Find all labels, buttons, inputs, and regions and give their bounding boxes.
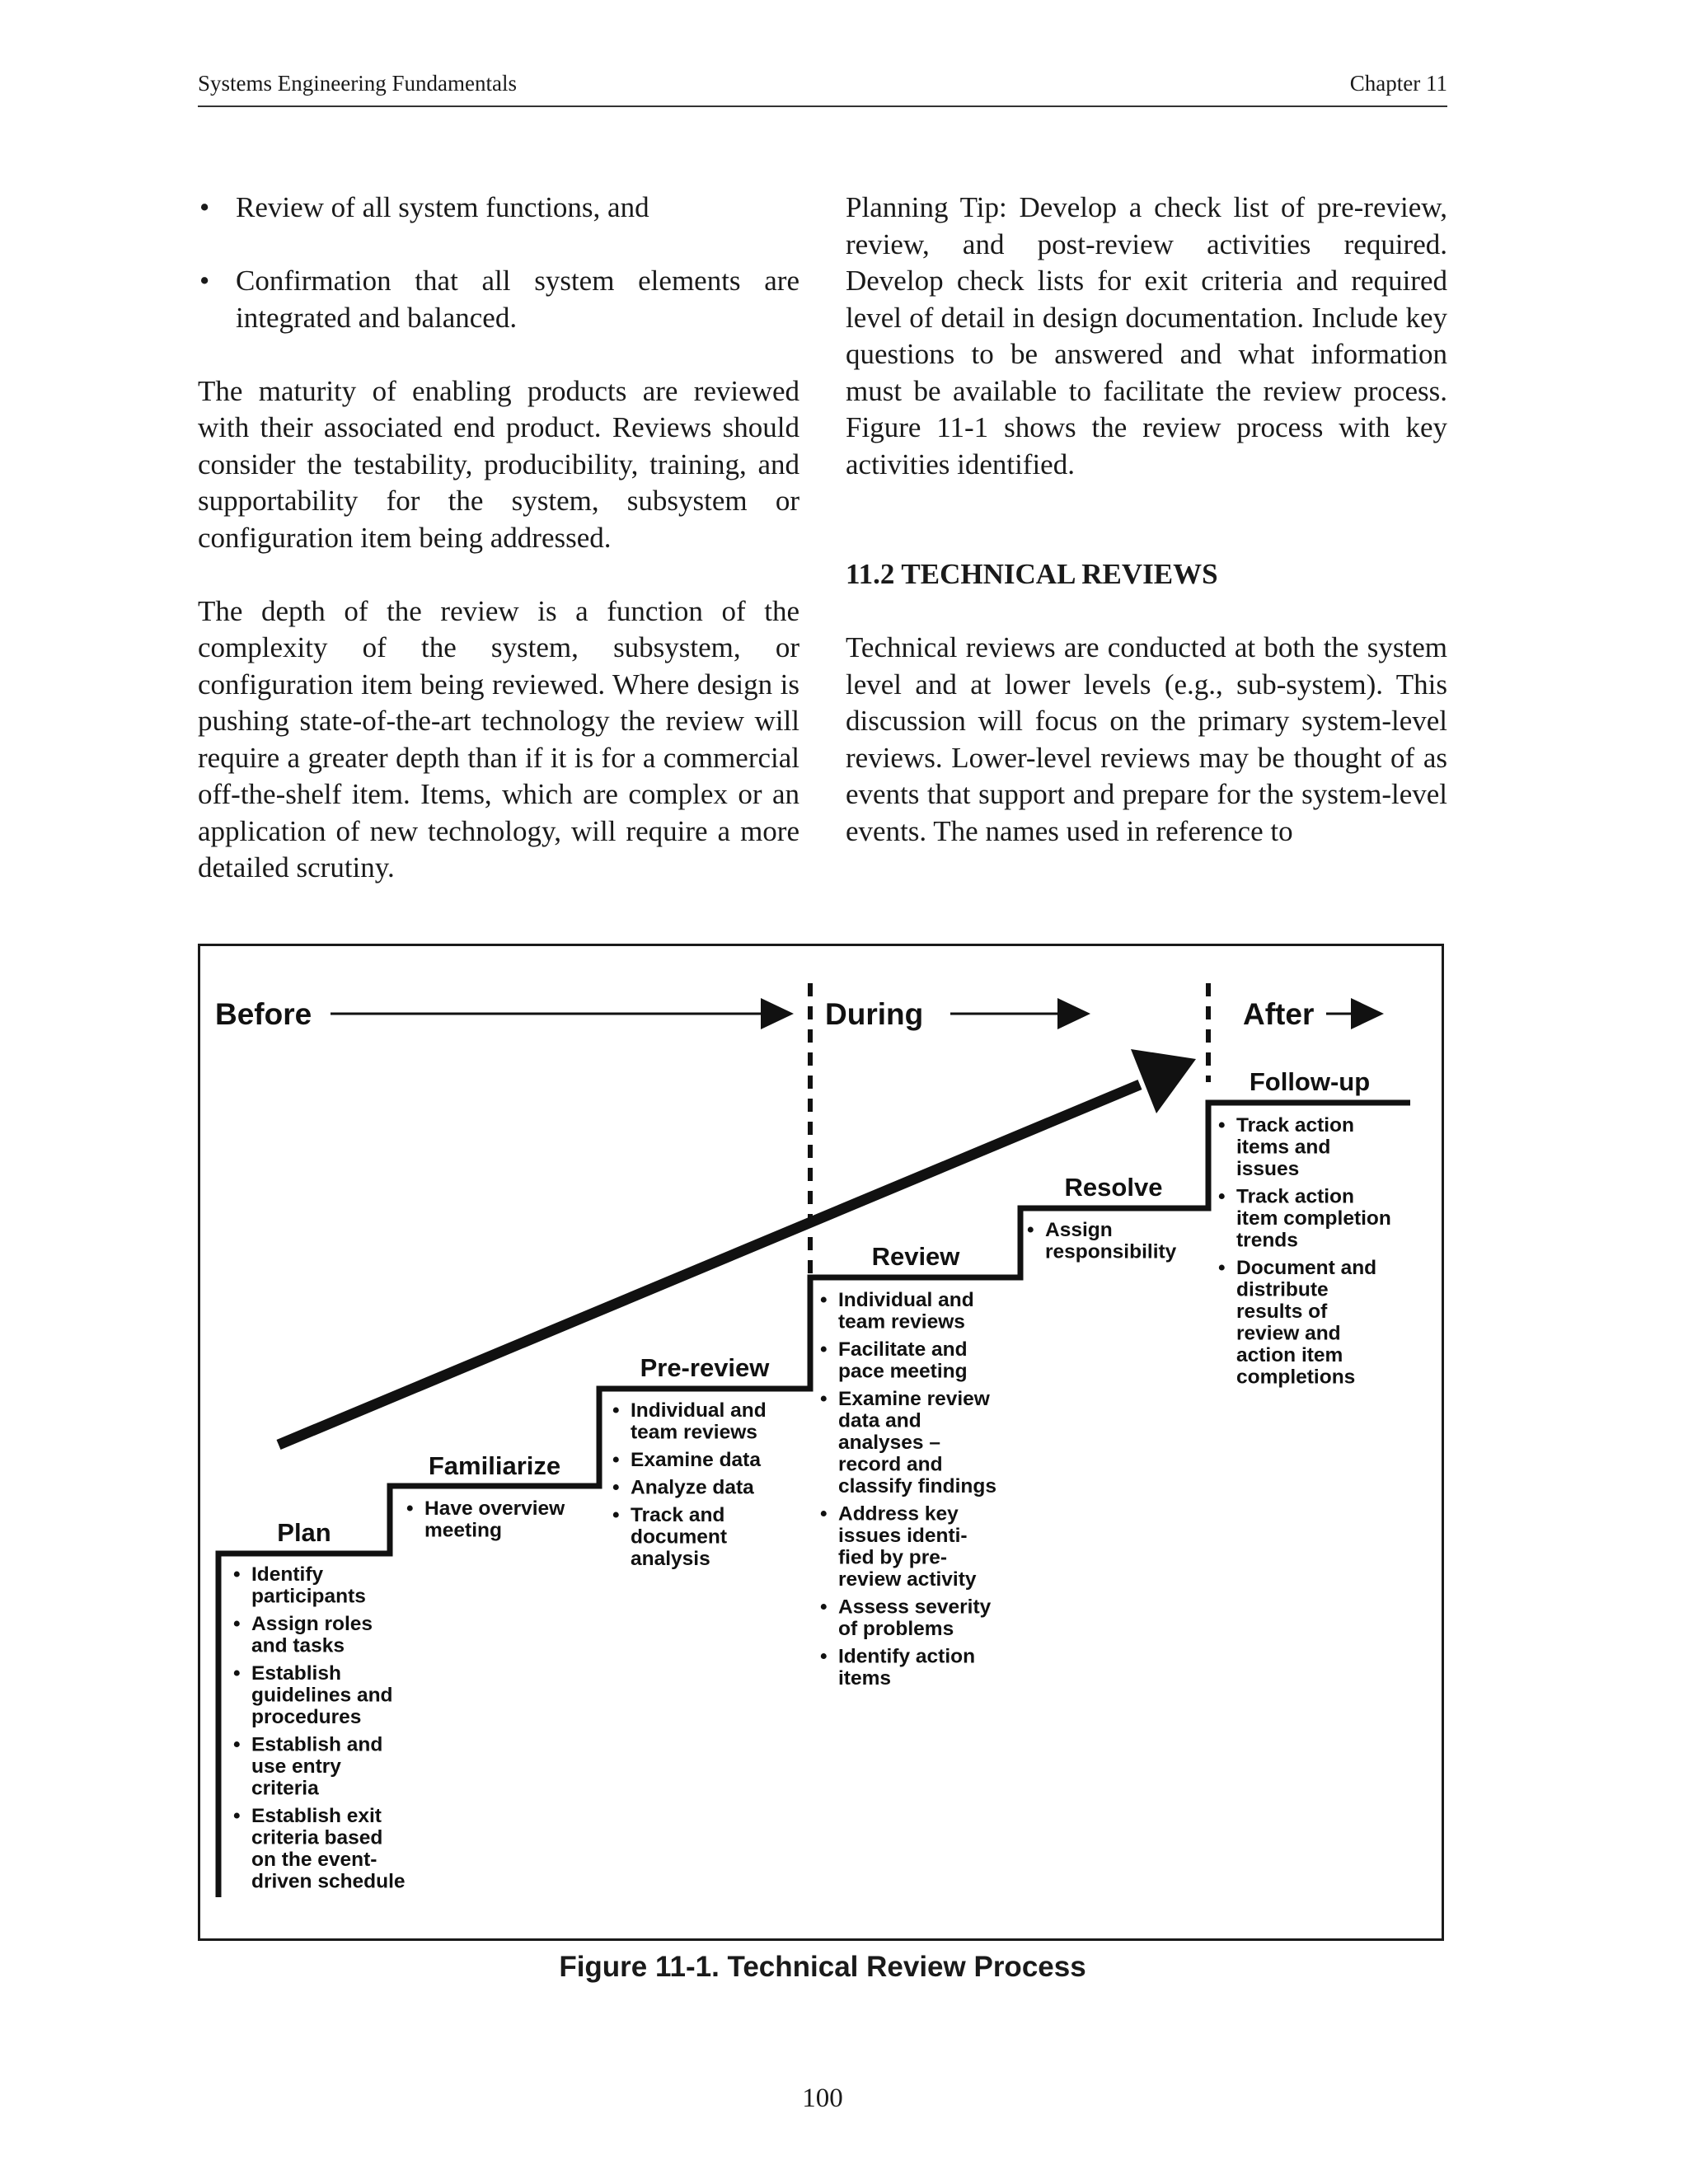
page-number: 100 bbox=[802, 2083, 843, 2113]
bullet-icon: • bbox=[406, 1497, 414, 1520]
running-header-chapter: Chapter 11 bbox=[1349, 71, 1447, 96]
step-title: Pre-review bbox=[640, 1353, 770, 1382]
step-item-line: review and bbox=[1236, 1322, 1341, 1345]
step-item-line: pace meeting bbox=[838, 1360, 968, 1383]
list-item bbox=[198, 263, 799, 336]
step-item-line: Track action bbox=[1236, 1114, 1354, 1137]
process-step-resolve bbox=[1027, 1173, 1177, 1263]
bullet-icon: • bbox=[1027, 1219, 1034, 1241]
step-item-line: analyses – bbox=[838, 1432, 940, 1454]
bullet-icon: • bbox=[1218, 1114, 1226, 1137]
left-column bbox=[198, 190, 799, 887]
step-item-line: and tasks bbox=[251, 1634, 345, 1657]
list-item bbox=[198, 190, 799, 227]
bullet-icon: • bbox=[820, 1502, 828, 1526]
step-item-line: driven schedule bbox=[251, 1870, 406, 1893]
bullet-icon: • bbox=[820, 1596, 828, 1619]
process-step-follow-up bbox=[1218, 1067, 1391, 1389]
step-item-line: Examine data bbox=[631, 1449, 761, 1471]
step-item-line: analysis bbox=[631, 1548, 710, 1570]
before-arrow-head-icon bbox=[761, 998, 794, 1029]
step-item-line: Track action bbox=[1236, 1185, 1354, 1208]
step-item-line: distribute bbox=[1236, 1278, 1329, 1301]
bullet-icon: • bbox=[612, 1399, 620, 1422]
paragraph-technical-reviews: Technical reviews are conducted at both the system level and at lower levels (e.g., sub-system). This discussion will focus on the primary system-level reviews. Lower-level reviews may be thought of as events that support and prepare for the system-level events. The names used in reference to bbox=[846, 631, 1447, 847]
step-title: Resolve bbox=[1064, 1173, 1163, 1202]
step-item-line: Examine review bbox=[838, 1388, 990, 1410]
step-item-line: team reviews bbox=[631, 1421, 757, 1444]
bullet-icon: • bbox=[820, 1388, 828, 1410]
step-item-line: responsibility bbox=[1045, 1240, 1177, 1263]
bullet-icon: • bbox=[233, 1733, 241, 1756]
paragraph-enabling-products: The maturity of enabling products are reviewed with their associated end product. Reviews should consider the testability, producibility, training, and supportability for the system, subsystem or configuration item being addressed. bbox=[198, 374, 799, 554]
step-item-line: Facilitate and bbox=[838, 1338, 968, 1361]
phase-before-label: Before bbox=[215, 997, 312, 1031]
step-item-line: review activity bbox=[838, 1568, 977, 1591]
step-item-line: action item bbox=[1236, 1344, 1343, 1366]
step-item-line: use entry bbox=[251, 1755, 341, 1778]
step-item-line: Establish exit bbox=[251, 1805, 382, 1827]
process-step-review bbox=[820, 1242, 996, 1690]
bullet-icon: • bbox=[233, 1662, 241, 1685]
step-item-line: team reviews bbox=[838, 1310, 965, 1333]
step-item-line: issues bbox=[1236, 1158, 1300, 1180]
bullet-icon: • bbox=[612, 1476, 620, 1499]
during-arrow-head-icon bbox=[1057, 998, 1090, 1029]
step-item-line: record and bbox=[838, 1453, 943, 1476]
bullet-list bbox=[198, 190, 799, 336]
bullet-icon: • bbox=[612, 1504, 620, 1526]
step-item-line: items and bbox=[1236, 1136, 1331, 1159]
phase-after-label: After bbox=[1243, 997, 1315, 1031]
step-item-line: criteria based bbox=[251, 1826, 383, 1849]
bullet-icon: • bbox=[612, 1449, 620, 1471]
step-item-line: on the event- bbox=[251, 1849, 377, 1871]
step-item-line: Establish bbox=[251, 1662, 341, 1685]
process-step-familiarize bbox=[406, 1451, 565, 1542]
step-item-line: issues identi- bbox=[838, 1525, 968, 1547]
step-item-line: Address key bbox=[838, 1502, 959, 1526]
bullet-icon: • bbox=[233, 1613, 241, 1635]
step-title: Review bbox=[871, 1242, 960, 1271]
planning-tip: Planning Tip: Develop a check list of pre-review, review, and post-review activities required. Develop check lists for exit criteria and required level of detail in design documentation. Include key questions to be answered and what information must be available to facilitate the review process. Figure 11-1 shows the review process with key activities identified. bbox=[846, 191, 1447, 480]
step-item-line: Analyze data bbox=[631, 1476, 754, 1499]
step-item-line: guidelines and bbox=[251, 1684, 393, 1707]
section-heading: 11.2 TECHNICAL REVIEWS bbox=[846, 558, 1218, 590]
list-item-text: Review of all system functions, and bbox=[236, 191, 649, 223]
process-diagram bbox=[200, 946, 1442, 1938]
right-column bbox=[846, 190, 1447, 850]
step-item-line: Individual and bbox=[838, 1289, 974, 1311]
bullet-icon: • bbox=[820, 1289, 828, 1311]
step-item-line: trends bbox=[1236, 1229, 1298, 1252]
step-item-line: data and bbox=[838, 1409, 921, 1432]
step-item-line: Establish and bbox=[251, 1733, 383, 1756]
step-item-line: Identify bbox=[251, 1563, 324, 1586]
step-item-line: Assess severity bbox=[838, 1596, 992, 1619]
step-item-line: completions bbox=[1236, 1366, 1356, 1389]
step-item-line: meeting bbox=[424, 1519, 502, 1542]
bullet-icon: • bbox=[820, 1645, 828, 1668]
step-item-line: Assign bbox=[1045, 1219, 1113, 1241]
after-arrow-head-icon bbox=[1351, 998, 1384, 1029]
step-item-line: document bbox=[631, 1526, 728, 1549]
header-divider bbox=[198, 105, 1447, 107]
process-step-plan bbox=[233, 1518, 406, 1893]
step-item-line: of problems bbox=[838, 1618, 954, 1640]
step-item-line: Identify action bbox=[838, 1645, 976, 1668]
step-item-line: Individual and bbox=[631, 1399, 767, 1422]
step-title: Familiarize bbox=[428, 1451, 561, 1480]
step-item-line: participants bbox=[251, 1585, 366, 1608]
step-item-line: item completion bbox=[1236, 1207, 1391, 1230]
step-item-line: Document and bbox=[1236, 1257, 1377, 1279]
progress-arrow-head-icon bbox=[1131, 1049, 1196, 1113]
list-item-text: Confirmation that all system elements are integrated and balanced. bbox=[236, 265, 799, 334]
bullet-icon: • bbox=[820, 1338, 828, 1361]
bullet-icon: • bbox=[1218, 1257, 1226, 1279]
running-header-title: Systems Engineering Fundamentals bbox=[198, 71, 517, 96]
bullet-icon: • bbox=[233, 1563, 241, 1586]
step-item-line: fied by pre- bbox=[838, 1546, 948, 1569]
step-item-line: Have overview bbox=[424, 1497, 565, 1520]
step-item-line: criteria bbox=[251, 1777, 319, 1800]
step-item-line: classify findings bbox=[838, 1475, 996, 1497]
step-title: Follow-up bbox=[1249, 1067, 1371, 1096]
bullet-icon: • bbox=[233, 1805, 241, 1827]
figure-technical-review-process bbox=[198, 944, 1444, 1941]
step-title: Plan bbox=[277, 1518, 331, 1547]
step-item-line: procedures bbox=[251, 1706, 362, 1728]
figure-caption: Figure 11-1. Technical Review Process bbox=[559, 1951, 1086, 1983]
bullet-icon: • bbox=[1218, 1185, 1226, 1208]
step-item-line: results of bbox=[1236, 1301, 1328, 1323]
bullet-icon: • bbox=[199, 191, 210, 223]
process-step-pre-review bbox=[612, 1353, 770, 1570]
bullet-icon: • bbox=[199, 265, 210, 297]
step-item-line: Assign roles bbox=[251, 1613, 373, 1635]
paragraph-review-depth: The depth of the review is a function of the complexity of the system, subsystem, or configuration item being reviewed. Where design is pushing state-of-the-art technology the review will require a greater depth than if it is for a commercial off-the-shelf item. Items, which are complex or an application of new technology, will require a more detailed scrutiny. bbox=[198, 594, 799, 883]
phase-during-label: During bbox=[825, 997, 924, 1031]
step-item-line: items bbox=[838, 1667, 892, 1690]
step-item-line: Track and bbox=[631, 1504, 725, 1526]
